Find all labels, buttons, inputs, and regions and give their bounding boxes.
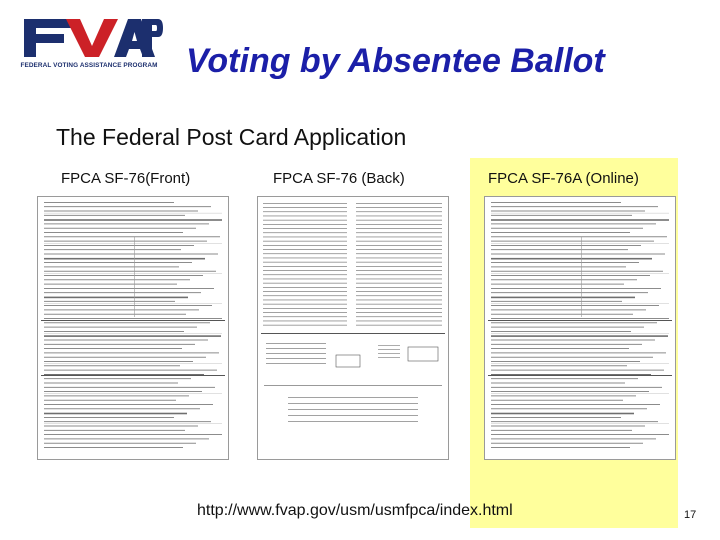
- caption-online: FPCA SF-76A (Online): [488, 170, 639, 187]
- caption-front: FPCA SF-76(Front): [61, 170, 191, 187]
- slide-subtitle: The Federal Post Card Application: [56, 124, 407, 150]
- form-image-front: [37, 196, 229, 460]
- fvap-logo-mark: [14, 14, 164, 60]
- slide-title: Voting by Absentee Ballot: [186, 42, 605, 80]
- fpca-url-link[interactable]: http://www.fvap.gov/usm/usmfpca/index.html: [197, 502, 513, 519]
- fvap-logo: [14, 14, 164, 76]
- page-number: 17: [684, 509, 697, 521]
- form-back-thumbnail: [258, 197, 448, 459]
- form-image-back: [257, 196, 449, 460]
- form-online-thumbnail: [485, 197, 675, 459]
- logo-tagline: FEDERAL VOTING ASSISTANCE PROGRAM: [20, 62, 158, 69]
- caption-back: FPCA SF-76 (Back): [273, 170, 405, 187]
- form-image-online: [484, 196, 676, 460]
- form-front-thumbnail: [38, 197, 228, 459]
